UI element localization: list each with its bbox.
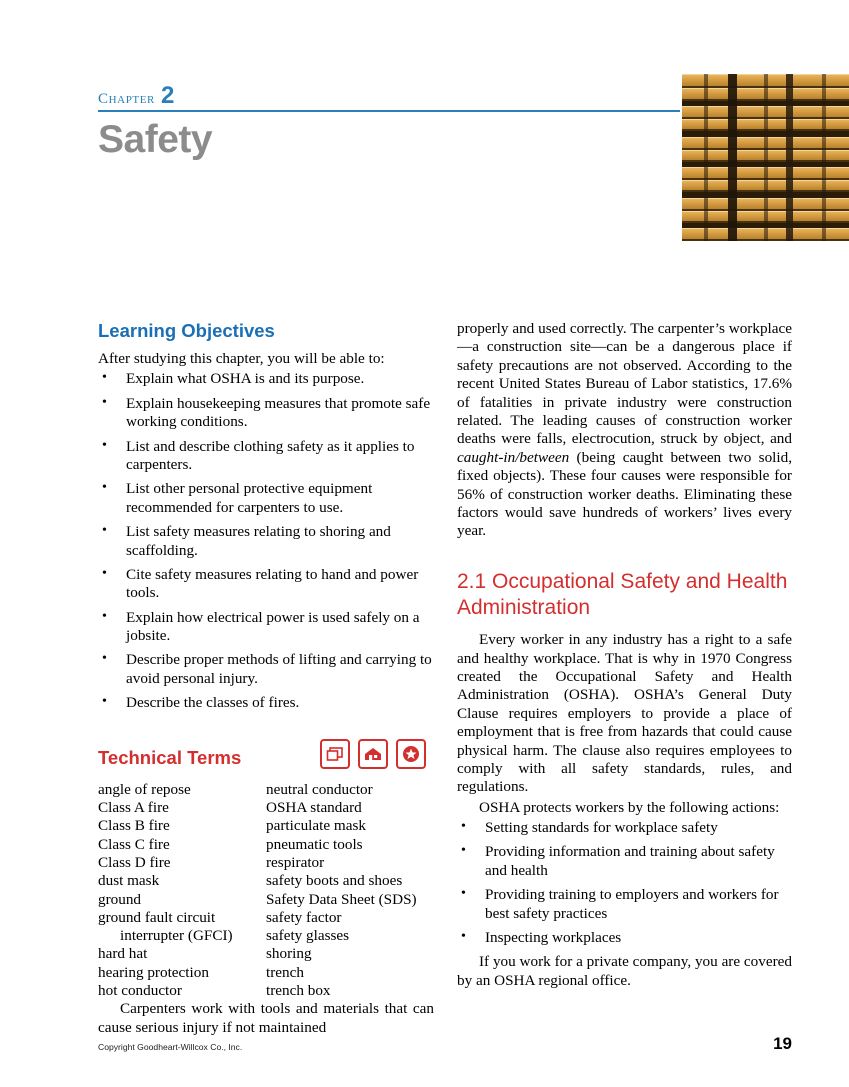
term: hearing protection <box>98 963 209 981</box>
learning-objectives-intro: After studying this chapter, you will be able to: <box>98 350 385 367</box>
right-column <box>457 320 792 990</box>
technical-terms-icon-group <box>320 739 426 769</box>
list-item: • Inspecting workplaces <box>457 929 792 947</box>
learning-objectives-heading: Learning Objectives <box>98 320 275 341</box>
continuation-text-part1: properly and used correctly. The carpenter’s workplace—a construction site—can be a dangerous place if safety precautions are not observed. According to the recent United States Bureau of Labor statistics, 17.6% of fatalities in private industry were construction related. The leading causes of construction worker deaths were falls, electrocution, struck by object, and <box>457 320 792 448</box>
term: shoring <box>266 945 312 963</box>
list-item: • Explain housekeeping measures that promote safe working conditions. <box>98 395 434 432</box>
list-item: • List and describe clothing safety as it applies to carpenters. <box>98 438 434 475</box>
term: trench box <box>266 982 331 1000</box>
list-item: • Setting standards for workplace safety <box>457 819 792 837</box>
technical-terms-columns <box>98 781 434 1001</box>
flashcard-icon[interactable] <box>320 739 350 769</box>
technical-terms-column-left <box>98 781 266 1001</box>
chapter-number: 2 <box>161 82 175 109</box>
term: safety factor <box>266 908 342 926</box>
continuation-text-part2: (being caught between two solid, fixed objects). These four causes were responsible for 56% of construction worker deaths. Eliminating these factors would save hundreds of workers’ lives every year. <box>457 448 792 540</box>
term: safety glasses <box>266 927 350 945</box>
term: ground fault circuit <box>98 908 216 926</box>
section-paragraph-3: If you work for a private company, you are covered by an OSHA regional office. <box>457 953 792 989</box>
term: dust mask <box>98 872 160 890</box>
term: particulate mask <box>266 817 366 835</box>
term: hard hat <box>98 945 148 963</box>
list-item: • Providing information and training about safety and health <box>457 843 792 880</box>
continuation-paragraph <box>457 320 792 541</box>
term: interrupter (GFCI) <box>120 927 233 945</box>
term: Class B fire <box>98 817 170 835</box>
technical-terms-column-right <box>266 781 434 1001</box>
section-paragraph-1: Every worker in any industry has a right to a safe and healthy workplace. That is why in 1970 Congress created the Occupational Safety and Health Administration (OSHA). OSHA’s General Duty Clause requires employers to provide a place of employment that is free from hazards that could cause physical harm. The clause also requires employees to comply with all safety standards, rules, and regulations. <box>457 631 792 796</box>
list-item: • List safety measures relating to shoring and scaffolding. <box>98 523 434 560</box>
list-item: • Explain what OSHA is and its purpose. <box>98 370 434 388</box>
term: pneumatic tools <box>266 835 363 853</box>
list-item: • Explain how electrical power is used safely on a jobsite. <box>98 609 434 646</box>
term: neutral conductor <box>266 780 373 798</box>
lumber-stack-photo <box>682 74 849 241</box>
term: Safety Data Sheet (SDS) <box>266 890 417 908</box>
technical-terms-heading: Technical Terms <box>98 746 242 768</box>
term: respirator <box>266 853 325 871</box>
list-item: • Cite safety measures relating to hand and power tools. <box>98 566 434 603</box>
chapter-label: Chapter <box>98 91 155 107</box>
term: Class C fire <box>98 835 170 853</box>
term: angle of repose <box>98 780 191 798</box>
house-icon[interactable] <box>358 739 388 769</box>
term: Class A fire <box>98 798 169 816</box>
page-number: 19 <box>773 1034 792 1053</box>
osha-actions-list <box>457 819 792 947</box>
list-item: • Describe the classes of fires. <box>98 694 434 712</box>
chapter-header <box>98 82 678 110</box>
term: Class D fire <box>98 853 171 871</box>
continuation-italic-term: caught-in/between <box>457 448 570 466</box>
term: ground <box>98 890 142 908</box>
term: hot conductor <box>98 982 182 1000</box>
header-divider-rule <box>98 110 680 112</box>
term: OSHA standard <box>266 798 362 816</box>
term: trench <box>266 963 304 981</box>
page-title: Safety <box>98 118 213 161</box>
list-item: • Describe proper methods of lifting and carrying to avoid personal injury. <box>98 651 434 688</box>
list-item: • List other personal protective equipment recommended for carpenters to use. <box>98 480 434 517</box>
list-item: • Providing training to employers and workers for best safety practices <box>457 886 792 923</box>
star-badge-icon[interactable] <box>396 739 426 769</box>
technical-terms-header-row <box>98 739 434 777</box>
left-column <box>98 320 434 1037</box>
section-heading-2-1: 2.1 Occupational Safety and Health Administration <box>457 569 788 619</box>
learning-objectives-list <box>98 370 434 712</box>
term: safety boots and shoes <box>266 872 403 890</box>
left-column-closing-paragraph: Carpenters work with tools and materials that can cause serious injury if not maintained <box>98 1000 434 1036</box>
copyright-notice: Copyright Goodheart-Willcox Co., Inc. <box>98 1042 243 1052</box>
section-paragraph-2: OSHA protects workers by the following actions: <box>479 798 780 816</box>
